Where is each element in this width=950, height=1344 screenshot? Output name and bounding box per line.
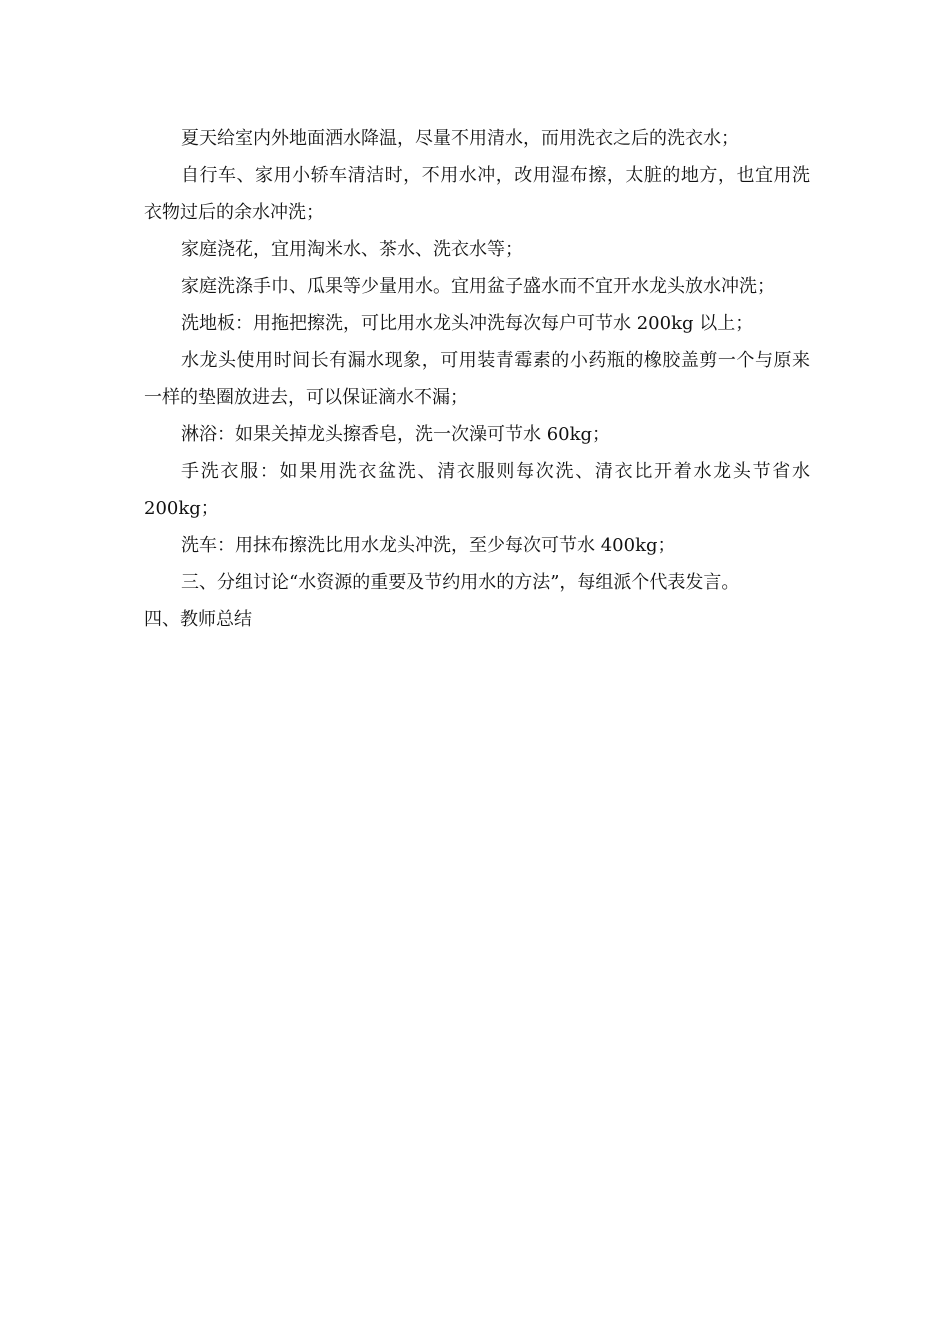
section-three-heading: 三、分组讨论“水资源的重要及节约用水的方法”，每组派个代表发言。 [181,572,740,593]
paragraph-faucet-leak: 水龙头使用时间长有漏水现象，可用装青霉素的小药瓶的橡胶盖剪一个与原来一样的垫圈放进去，可以保证滴水不漏； [144,350,810,408]
paragraph-vehicle-cleaning: 自行车、家用小轿车清洁时，不用水冲，改用湿布擦，太脏的地方，也宜用洗衣物过后的余水冲洗； [144,165,810,223]
paragraph-floor-mopping: 洗地板：用拖把擦洗，可比用水龙头冲洗每次每户可节水 200kg 以上； [181,313,754,334]
paragraph-washing-small-items: 家庭洗涤手巾、瓜果等少量用水。宜用盆子盛水而不宜开水龙头放水冲洗； [181,276,775,297]
section-four-heading: 四、教师总结 [144,609,252,630]
paragraph-sprinkle-water: 夏天给室内外地面洒水降温，尽量不用清水，而用洗衣之后的洗衣水； [181,128,739,149]
paragraph-watering-flowers: 家庭浇花，宜用淘米水、茶水、洗衣水等； [181,239,523,260]
paragraph-car-washing: 洗车：用抹布擦洗比用水龙头冲洗，至少每次可节水 400kg； [181,535,676,556]
paragraph-hand-laundry: 手洗衣服：如果用洗衣盆洗、清衣服则每次洗、清衣比开着水龙头节省水 200kg； [144,461,810,519]
document-body [144,120,810,638]
paragraph-shower: 淋浴：如果关掉龙头擦香皂，洗一次澡可节水 60kg； [181,424,611,445]
